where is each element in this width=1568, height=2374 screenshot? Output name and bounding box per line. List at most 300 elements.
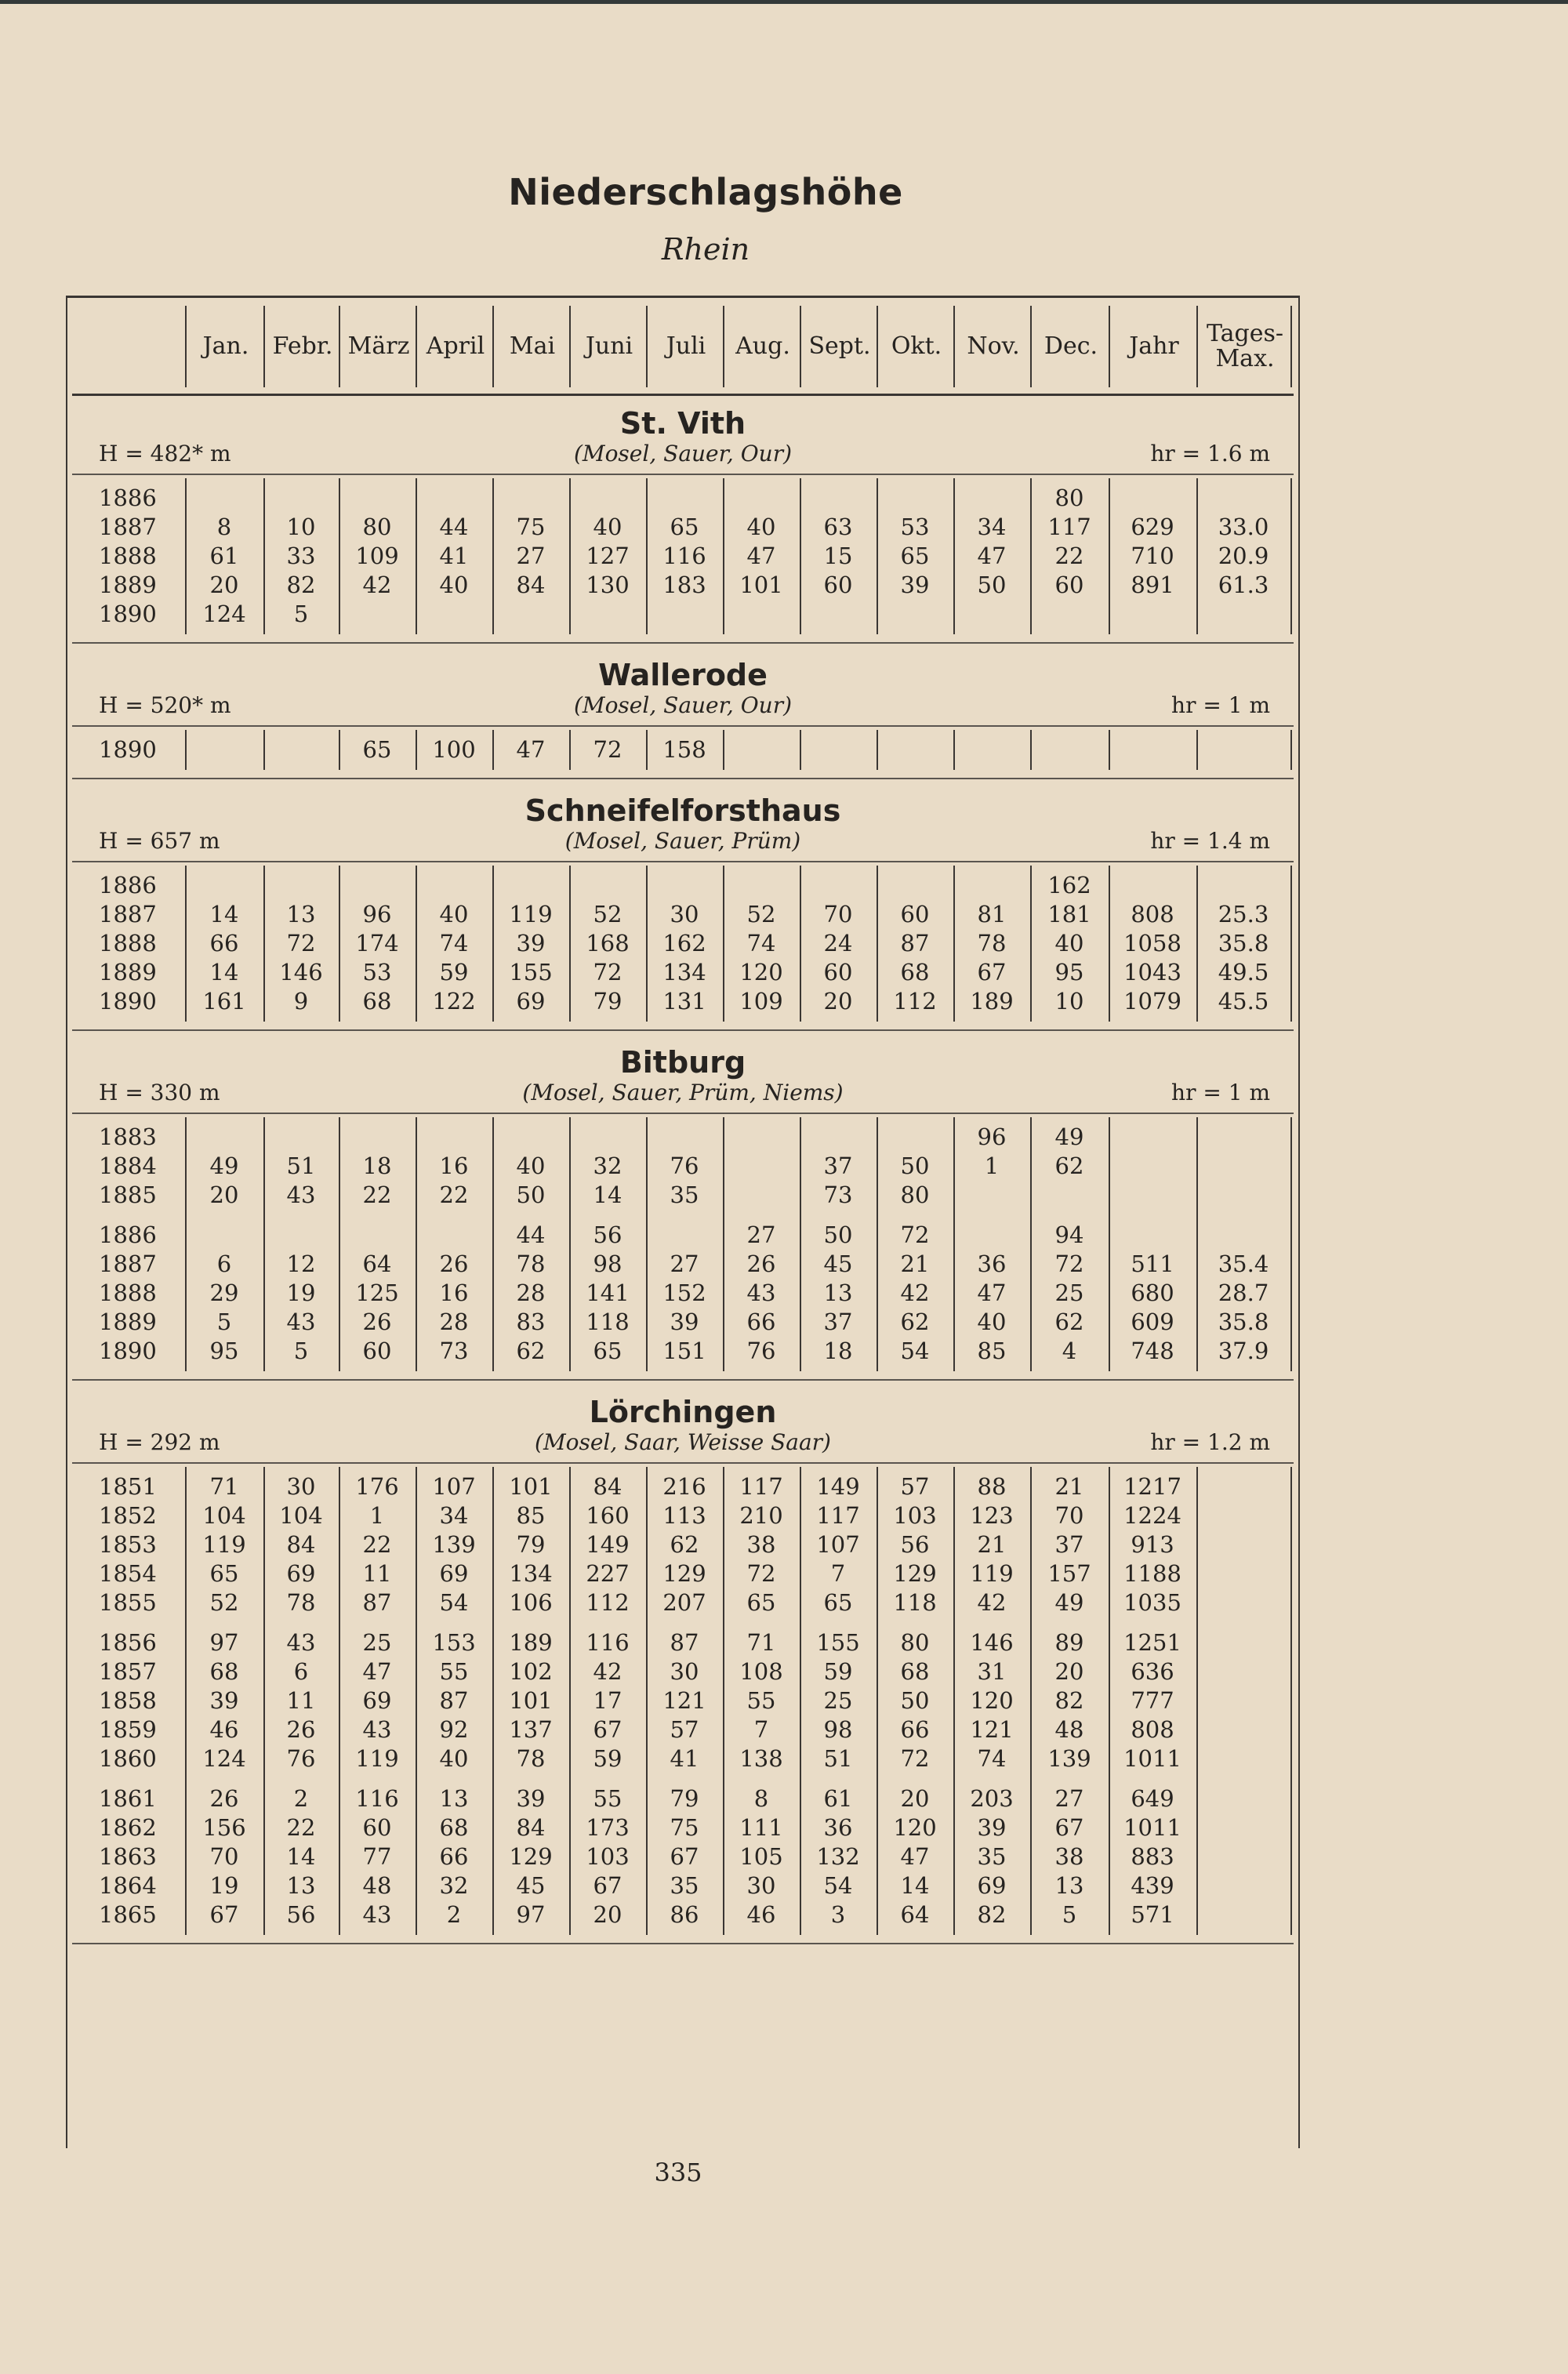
- table-cell: 69: [516, 988, 546, 1015]
- column-header: April: [416, 306, 494, 387]
- row-year: 1863: [99, 1843, 157, 1870]
- table-cell: 77: [362, 1843, 392, 1870]
- table-cell: 40: [593, 514, 622, 540]
- table-cell: 101: [739, 572, 783, 598]
- table-cell: 39: [516, 930, 546, 956]
- gauge-height: hr = 1.4 m: [1150, 828, 1270, 854]
- table-cell: 94: [1054, 1221, 1084, 1248]
- table-row: [67, 1901, 1298, 1929]
- table-cell: 103: [893, 1502, 937, 1529]
- table-cell: 130: [586, 572, 630, 598]
- table-cell: 20: [209, 572, 239, 598]
- table-cell: 41: [670, 1745, 699, 1772]
- section-bottom-divider: [72, 1029, 1294, 1031]
- column-header: Jan.: [185, 306, 265, 387]
- table-cell: 1224: [1123, 1502, 1181, 1529]
- table-cell: 3: [830, 1901, 846, 1928]
- column-header: Juli: [646, 306, 724, 387]
- table-cell: 61: [209, 543, 239, 569]
- table-cell: 72: [286, 930, 316, 956]
- table-cell: 68: [209, 1658, 239, 1685]
- table-row: [67, 1123, 1298, 1152]
- table-cell: 49: [1054, 1589, 1084, 1616]
- column-rule: [1196, 1467, 1198, 1935]
- table-row: [67, 1745, 1298, 1773]
- gauge-height: hr = 1 m: [1171, 1080, 1270, 1105]
- table-cell: 68: [439, 1814, 469, 1841]
- column-header: Dec.: [1030, 306, 1110, 387]
- table-cell: 85: [516, 1502, 546, 1529]
- table-cell: 13: [286, 901, 316, 927]
- table-cell: 131: [662, 988, 706, 1015]
- table-cell: 46: [209, 1716, 239, 1743]
- table-cell: 64: [900, 1901, 930, 1928]
- table-row: [67, 1629, 1298, 1657]
- table-cell: 65: [593, 1338, 622, 1364]
- column-rule: [416, 1117, 417, 1371]
- table-cell: 75: [516, 514, 546, 540]
- table-cell: 117: [816, 1502, 860, 1529]
- table-cell: 69: [977, 1872, 1007, 1899]
- table-cell: 72: [900, 1221, 930, 1248]
- table-cell: 87: [362, 1589, 392, 1616]
- table-cell: 121: [970, 1716, 1014, 1743]
- table-cell: 103: [586, 1843, 630, 1870]
- table-cell: 79: [670, 1785, 699, 1812]
- column-header: Okt.: [877, 306, 955, 387]
- table-cell: 84: [516, 572, 546, 598]
- table-cell: 35.4: [1218, 1251, 1269, 1277]
- table-cell: 14: [900, 1872, 930, 1899]
- table-cell: 1217: [1123, 1473, 1181, 1500]
- table-row: [67, 1338, 1298, 1366]
- column-rule: [492, 866, 494, 1022]
- table-cell: 129: [893, 1560, 937, 1587]
- table-cell: 161: [202, 988, 246, 1015]
- table-cell: 6: [216, 1251, 232, 1277]
- column-rule: [1109, 1117, 1110, 1371]
- table-cell: 72: [1054, 1251, 1084, 1277]
- table-cell: 95: [209, 1338, 239, 1364]
- table-cell: 76: [286, 1745, 316, 1772]
- column-rule: [646, 1117, 648, 1371]
- station-elevation: H = 657 m: [99, 828, 220, 854]
- column-rule: [953, 866, 955, 1022]
- section-header-divider: [72, 725, 1294, 727]
- table-cell: 13: [823, 1280, 853, 1306]
- table-cell: 5: [1062, 1901, 1077, 1928]
- table-row: [67, 601, 1298, 629]
- column-rule: [1109, 478, 1110, 634]
- table-cell: 127: [586, 543, 630, 569]
- table-cell: 43: [362, 1901, 392, 1928]
- table-cell: 36: [823, 1814, 853, 1841]
- table-cell: 6: [293, 1658, 309, 1685]
- table-cell: 80: [1054, 485, 1084, 511]
- table-row: [67, 901, 1298, 929]
- station-basins: (Mosel, Sauer, Prüm): [564, 828, 801, 854]
- column-rule: [339, 866, 340, 1022]
- column-rule: [1030, 866, 1032, 1022]
- table-cell: 50: [900, 1687, 930, 1714]
- table-cell: 139: [1047, 1745, 1091, 1772]
- table-cell: 61: [823, 1785, 853, 1812]
- table-cell: 62: [1054, 1153, 1084, 1179]
- table-cell: 155: [816, 1629, 860, 1656]
- table-cell: 67: [1054, 1814, 1084, 1841]
- table-cell: 40: [439, 1745, 469, 1772]
- table-cell: 62: [516, 1338, 546, 1364]
- table-cell: 138: [739, 1745, 783, 1772]
- table-cell: 46: [746, 1901, 776, 1928]
- table-cell: 168: [586, 930, 630, 956]
- table-cell: 82: [286, 572, 316, 598]
- table-cell: 28: [439, 1309, 469, 1335]
- row-year: 1862: [99, 1814, 157, 1841]
- station-elevation: H = 482* m: [99, 441, 231, 466]
- table-cell: 1011: [1123, 1745, 1181, 1772]
- table-cell: 48: [1054, 1716, 1084, 1743]
- table-cell: 162: [1047, 872, 1091, 898]
- table-cell: 1035: [1123, 1589, 1181, 1616]
- table-cell: 22: [362, 1182, 392, 1208]
- table-cell: 66: [209, 930, 239, 956]
- column-rule: [1030, 730, 1032, 770]
- table-cell: 47: [746, 543, 776, 569]
- table-cell: 43: [286, 1309, 316, 1335]
- table-row: [67, 1814, 1298, 1842]
- table-cell: 71: [746, 1629, 776, 1656]
- header-divider: [72, 394, 1294, 396]
- table-cell: 629: [1131, 514, 1174, 540]
- table-row: [67, 1251, 1298, 1279]
- column-rule: [339, 1467, 340, 1935]
- table-cell: 210: [739, 1502, 783, 1529]
- table-cell: 60: [1054, 572, 1084, 598]
- table-cell: 14: [593, 1182, 622, 1208]
- table-cell: 88: [977, 1473, 1007, 1500]
- table-cell: 44: [516, 1221, 546, 1248]
- table-cell: 1188: [1123, 1560, 1181, 1587]
- table-cell: 74: [746, 930, 776, 956]
- table-cell: 1: [369, 1502, 385, 1529]
- table-cell: 117: [739, 1473, 783, 1500]
- table-cell: 68: [900, 959, 930, 986]
- table-cell: 134: [509, 1560, 553, 1587]
- table-cell: 87: [670, 1629, 699, 1656]
- page-subtitle: Rhein: [661, 232, 750, 267]
- column-rule: [569, 478, 571, 634]
- table-cell: 14: [286, 1843, 316, 1870]
- table-cell: 119: [202, 1531, 246, 1558]
- table-cell: 37: [823, 1309, 853, 1335]
- table-cell: 49.5: [1218, 959, 1269, 986]
- table-cell: 75: [670, 1814, 699, 1841]
- table-cell: 227: [586, 1560, 630, 1587]
- table-row: [67, 1872, 1298, 1900]
- table-cell: 129: [509, 1843, 553, 1870]
- table-cell: 1011: [1123, 1814, 1181, 1841]
- column-rule: [723, 1117, 724, 1371]
- table-cell: 69: [439, 1560, 469, 1587]
- table-cell: 45.5: [1218, 988, 1269, 1015]
- table-row: [67, 1473, 1298, 1501]
- table-cell: 89: [1054, 1629, 1084, 1656]
- table-cell: 35: [670, 1182, 699, 1208]
- table-cell: 7: [753, 1716, 769, 1743]
- table-cell: 50: [516, 1182, 546, 1208]
- station-name: St. Vith: [619, 406, 746, 441]
- table-cell: 39: [209, 1687, 239, 1714]
- column-rule: [185, 866, 187, 1022]
- table-cell: 20: [823, 988, 853, 1015]
- table-cell: 116: [662, 543, 706, 569]
- table-row: [67, 1502, 1298, 1530]
- table-cell: 181: [1047, 901, 1091, 927]
- table-cell: 38: [746, 1531, 776, 1558]
- table-cell: 108: [739, 1658, 783, 1685]
- table-cell: 13: [286, 1872, 316, 1899]
- column-rule: [416, 866, 417, 1022]
- table-cell: 39: [516, 1785, 546, 1812]
- row-year: 1886: [99, 872, 157, 898]
- column-header: Sept.: [800, 306, 878, 387]
- table-cell: 710: [1131, 543, 1174, 569]
- table-cell: 27: [670, 1251, 699, 1277]
- table-cell: 2: [293, 1785, 309, 1812]
- row-year: 1888: [99, 1280, 157, 1306]
- column-rule: [1030, 1117, 1032, 1371]
- column-rule: [492, 1117, 494, 1371]
- table-cell: 12: [286, 1251, 316, 1277]
- table-cell: 65: [362, 736, 392, 763]
- table-cell: 33.0: [1218, 514, 1269, 540]
- station-elevation: H = 520* m: [99, 692, 231, 718]
- table-cell: 43: [286, 1182, 316, 1208]
- header-right-rule: [1290, 306, 1292, 387]
- table-cell: 8: [753, 1785, 769, 1812]
- column-rule: [723, 478, 724, 634]
- column-rule: [800, 1117, 801, 1371]
- table-cell: 36: [977, 1251, 1007, 1277]
- table-row: [67, 930, 1298, 958]
- table-cell: 60: [823, 572, 853, 598]
- table-cell: 1043: [1123, 959, 1181, 986]
- column-rule: [1290, 478, 1292, 634]
- table-cell: 30: [670, 1658, 699, 1685]
- column-rule: [339, 478, 340, 634]
- table-cell: 119: [355, 1745, 399, 1772]
- table-cell: 54: [900, 1338, 930, 1364]
- column-rule: [263, 730, 265, 770]
- table-cell: 173: [586, 1814, 630, 1841]
- page-top-edge: [0, 0, 1568, 4]
- table-cell: 44: [439, 514, 469, 540]
- column-rule: [877, 866, 878, 1022]
- column-rule: [185, 478, 187, 634]
- table-cell: 56: [900, 1531, 930, 1558]
- table-cell: 5: [293, 1338, 309, 1364]
- table-cell: 808: [1131, 901, 1174, 927]
- table-cell: 65: [900, 543, 930, 569]
- table-cell: 85: [977, 1338, 1007, 1364]
- row-year: 1889: [99, 572, 157, 598]
- table-cell: 53: [362, 959, 392, 986]
- column-rule: [800, 866, 801, 1022]
- table-cell: 78: [516, 1745, 546, 1772]
- table-cell: 26: [362, 1309, 392, 1335]
- table-cell: 84: [593, 1473, 622, 1500]
- table-cell: 24: [823, 930, 853, 956]
- column-header: Jahr: [1109, 306, 1198, 387]
- column-rule: [646, 866, 648, 1022]
- station-basins: (Mosel, Sauer, Prüm, Niems): [522, 1080, 844, 1105]
- column-rule: [723, 866, 724, 1022]
- table-cell: 9: [293, 988, 309, 1015]
- table-cell: 20: [209, 1182, 239, 1208]
- table-cell: 183: [662, 572, 706, 598]
- table-cell: 98: [593, 1251, 622, 1277]
- column-rule: [1290, 730, 1292, 770]
- table-cell: 35.8: [1218, 930, 1269, 956]
- table-row: [67, 736, 1298, 764]
- column-rule: [569, 866, 571, 1022]
- table-cell: 116: [586, 1629, 630, 1656]
- table-cell: 52: [746, 901, 776, 927]
- table-cell: 68: [362, 988, 392, 1015]
- table-cell: 97: [209, 1629, 239, 1656]
- table-cell: 157: [1047, 1560, 1091, 1587]
- table-cell: 1251: [1123, 1629, 1181, 1656]
- table-cell: 66: [900, 1716, 930, 1743]
- table-cell: 7: [830, 1560, 846, 1587]
- table-cell: 57: [670, 1716, 699, 1743]
- row-year: 1883: [99, 1123, 157, 1150]
- column-rule: [723, 1467, 724, 1935]
- section-bottom-divider: [72, 1379, 1294, 1381]
- table-cell: 25: [362, 1629, 392, 1656]
- table-cell: 100: [432, 736, 476, 763]
- table-cell: 122: [432, 988, 476, 1015]
- table-row: [67, 959, 1298, 987]
- table-cell: 67: [670, 1843, 699, 1870]
- table-cell: 80: [362, 514, 392, 540]
- row-year: 1853: [99, 1531, 157, 1558]
- column-header: Tages- Max.: [1196, 306, 1292, 387]
- table-cell: 30: [746, 1872, 776, 1899]
- table-cell: 680: [1131, 1280, 1174, 1306]
- table-cell: 174: [355, 930, 399, 956]
- table-cell: 35: [977, 1843, 1007, 1870]
- table-row: [67, 1560, 1298, 1588]
- table-cell: 67: [209, 1901, 239, 1928]
- table-cell: 20.9: [1218, 543, 1269, 569]
- column-rule: [1290, 866, 1292, 1022]
- table-cell: 40: [1054, 930, 1084, 956]
- column-rule: [1196, 866, 1198, 1022]
- table-cell: 47: [977, 1280, 1007, 1306]
- table-cell: 141: [586, 1280, 630, 1306]
- table-cell: 59: [823, 1658, 853, 1685]
- table-cell: 8: [216, 514, 232, 540]
- table-row: [67, 1785, 1298, 1813]
- column-rule: [339, 730, 340, 770]
- row-year: 1855: [99, 1589, 157, 1616]
- table-cell: 72: [746, 1560, 776, 1587]
- table-cell: 1058: [1123, 930, 1181, 956]
- table-cell: 55: [439, 1658, 469, 1685]
- table-cell: 65: [746, 1589, 776, 1616]
- table-cell: 66: [439, 1843, 469, 1870]
- row-year: 1886: [99, 485, 157, 511]
- table-cell: 81: [977, 901, 1007, 927]
- table-cell: 37: [823, 1153, 853, 1179]
- precipitation-table: [66, 296, 1300, 2148]
- section-bottom-divider: [72, 1943, 1294, 1944]
- section-header-divider: [72, 1462, 1294, 1464]
- table-cell: 22: [286, 1814, 316, 1841]
- table-cell: 153: [432, 1629, 476, 1656]
- table-cell: 4: [1062, 1338, 1077, 1364]
- table-cell: 149: [816, 1473, 860, 1500]
- table-cell: 203: [970, 1785, 1014, 1812]
- table-cell: 151: [662, 1338, 706, 1364]
- table-cell: 511: [1131, 1251, 1174, 1277]
- table-cell: 45: [516, 1872, 546, 1899]
- table-cell: 1: [984, 1153, 1000, 1179]
- table-cell: 25: [1054, 1280, 1084, 1306]
- table-cell: 160: [586, 1502, 630, 1529]
- table-cell: 17: [593, 1687, 622, 1714]
- column-rule: [569, 1467, 571, 1935]
- table-cell: 125: [355, 1280, 399, 1306]
- column-rule: [1196, 1117, 1198, 1371]
- table-cell: 47: [362, 1658, 392, 1685]
- table-cell: 571: [1131, 1901, 1174, 1928]
- table-cell: 14: [209, 959, 239, 986]
- table-row: [67, 872, 1298, 900]
- table-cell: 38: [1054, 1843, 1084, 1870]
- table-row: [67, 1153, 1298, 1181]
- table-cell: 35.8: [1218, 1309, 1269, 1335]
- table-cell: 132: [816, 1843, 860, 1870]
- table-cell: 73: [823, 1182, 853, 1208]
- table-cell: 1079: [1123, 988, 1181, 1015]
- table-cell: 71: [209, 1473, 239, 1500]
- table-cell: 112: [586, 1589, 630, 1616]
- table-cell: 109: [739, 988, 783, 1015]
- row-year: 1888: [99, 930, 157, 956]
- table-cell: 111: [739, 1814, 783, 1841]
- table-cell: 101: [509, 1687, 553, 1714]
- row-year: 1858: [99, 1687, 157, 1714]
- table-cell: 26: [746, 1251, 776, 1277]
- table-cell: 39: [670, 1309, 699, 1335]
- table-cell: 30: [670, 901, 699, 927]
- table-cell: 119: [509, 901, 553, 927]
- section-header-divider: [72, 1113, 1294, 1114]
- column-rule: [646, 730, 648, 770]
- table-cell: 189: [970, 988, 1014, 1015]
- table-cell: 52: [209, 1589, 239, 1616]
- table-cell: 72: [593, 959, 622, 986]
- table-cell: 73: [439, 1338, 469, 1364]
- station-name: Lörchingen: [589, 1395, 777, 1429]
- table-cell: 146: [970, 1629, 1014, 1656]
- table-cell: 129: [662, 1560, 706, 1587]
- table-cell: 158: [662, 736, 706, 763]
- table-cell: 118: [586, 1309, 630, 1335]
